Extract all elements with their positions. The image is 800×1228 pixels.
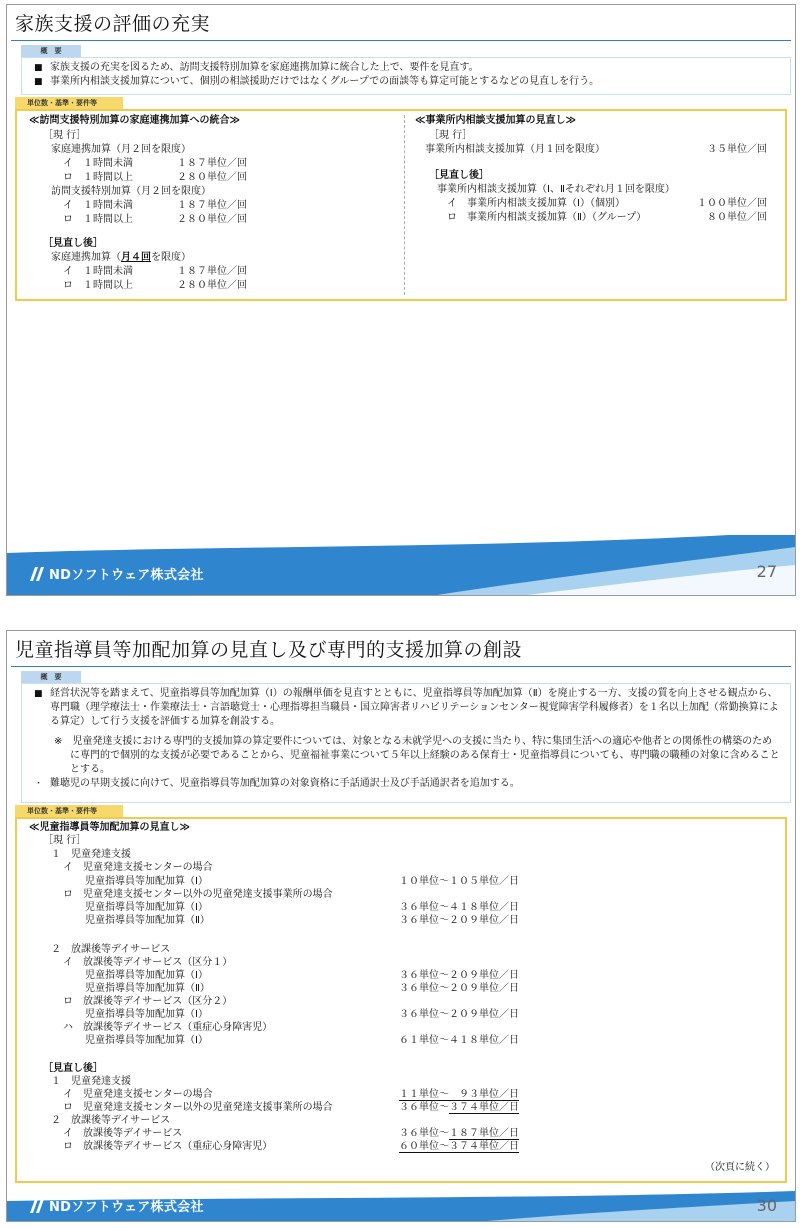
- slide-title: 家族支援の評価の充実: [15, 13, 211, 35]
- revised-label: ［見直し後］: [43, 1063, 103, 1074]
- title-underline: [11, 666, 791, 667]
- item-value: ３６単位～４１８単位／日: [399, 902, 519, 913]
- company-logo: [29, 564, 204, 583]
- item-line: イ 児童発達支援センターの場合: [63, 862, 213, 873]
- item-value: １０単位～１０５単位／日: [399, 876, 519, 887]
- revised-label: ［見直し後］: [429, 170, 489, 181]
- item-value: ２８０単位／回: [177, 214, 247, 225]
- item-line: 家庭連携加算（月４回を限度）: [51, 252, 191, 263]
- item-line: ハ 放課後等デイサービス（重症心身障害児）: [63, 1022, 273, 1033]
- page-number: 27: [756, 562, 777, 581]
- item-line: 児童指導員等加配加算（Ⅱ）: [85, 983, 210, 994]
- item-line: ロ 放課後等デイサービス（区分２）: [63, 996, 233, 1007]
- company-logo: [29, 1196, 204, 1215]
- right-heading: ≪事業所内相談支援加算の見直し≫: [415, 115, 576, 126]
- overview-item: ■ 経営状況等を踏まえて、児童指導員等加配加算（Ⅰ）の報酬単価を見直すとともに、児童指導員等加配加算（Ⅱ）を廃止する一方、支援の質を向上させる観点から、専門職（理学療法士・作業療法士・言語聴覚士・心理指導担当職員・国立障害者リハビリテーションセンター視覚障害学科履修者）を１名以上加配（常勤換算による算定）して行う支援を評価する加算を創設する。: [34, 688, 779, 727]
- item-line: ロ 児童発達支援センター以外の児童発達支援事業所の場合: [63, 889, 333, 900]
- item-value: ３６単位～２０９単位／日: [399, 983, 519, 994]
- item-line: 児童指導員等加配加算（Ⅰ）: [85, 902, 208, 913]
- logo-mark-icon: [29, 1198, 45, 1214]
- item-line: イ 放課後等デイサービス（区分１）: [63, 957, 233, 968]
- slide-30: [6, 630, 796, 1222]
- units-tag: 単位数・基準・要件等: [15, 97, 123, 109]
- overview-item: ■ 家族支援の充実を図るため、訪問支援特別加算を家庭連携加算に統合した上で、要件を見直す。: [34, 62, 479, 73]
- current-label: ［現 行］: [43, 130, 87, 141]
- item-line: ２ 放課後等デイサービス: [51, 1115, 171, 1126]
- column-divider: [404, 115, 405, 295]
- page-number: 30: [756, 1196, 777, 1215]
- item-line: ロ １時間以上: [63, 280, 133, 291]
- item-line: 児童指導員等加配加算（Ⅰ）: [85, 1035, 208, 1046]
- continued-note: （次頁に続く）: [705, 1162, 775, 1173]
- item-line: イ 放課後等デイサービス: [63, 1128, 183, 1139]
- item-line: １ 児童発達支援: [51, 1076, 131, 1087]
- item-value: ３６単位～３７４単位／日: [399, 1102, 519, 1113]
- item-line: 児童指導員等加配加算（Ⅰ）: [85, 876, 208, 887]
- item-line: ２ 放課後等デイサービス: [51, 944, 171, 955]
- section-heading: ≪児童指導員等加配加算の見直し≫: [29, 822, 190, 833]
- item-value: ３６単位～２０９単位／日: [399, 915, 519, 926]
- item-value: ２８０単位／回: [177, 172, 247, 183]
- item-value: ６０単位～３７４単位／日: [399, 1141, 519, 1152]
- item-line: 訪問支援特別加算（月２回を限度）: [51, 186, 211, 197]
- slide-27: [6, 4, 796, 596]
- current-label: ［現 行］: [43, 835, 87, 846]
- units-box: [15, 817, 787, 1183]
- logo-mark-icon: [29, 566, 45, 582]
- overview-note: ※ 児童発達支援における専門的支援加算の算定要件については、対象となる未就学児への支援に当たり、特に集団生活への適応や他者との関係性の構築のために専門的で個別的な支援が必要であることから、児童福祉事業について５年以上経験のある保育士・児童指導員についても、専門職の職種の対象に含めることとする。: [54, 736, 780, 775]
- slide-title: 児童指導員等加配加算の見直し及び専門的支援加算の創設: [15, 639, 523, 661]
- item-value: １００単位／回: [697, 198, 767, 209]
- item-value: １８７単位／回: [177, 158, 247, 169]
- item-line: 児童指導員等加配加算（Ⅰ）: [85, 1009, 208, 1020]
- revised-label: ［見直し後］: [43, 238, 103, 249]
- current-label: ［現 行］: [429, 130, 473, 141]
- item-line: 事業所内相談支援加算（Ⅰ、Ⅱそれぞれ月１回を限度）: [437, 184, 675, 195]
- item-line: イ １時間未満: [63, 200, 133, 211]
- item-value: ３５単位／回: [707, 144, 767, 155]
- title-underline: [11, 40, 791, 41]
- item-line: 事業所内相談支援加算（月１回を限度）: [425, 144, 605, 155]
- item-line: 家庭連携加算（月２回を限度）: [51, 144, 191, 155]
- overview-item: ・ 難聴児の早期支援に向けて、児童指導員等加配加算の対象資格に手話通訳士及び手話通訳者を追加する。: [34, 778, 520, 789]
- item-line: 児童指導員等加配加算（Ⅱ）: [85, 915, 210, 926]
- overview-box: [21, 683, 791, 803]
- item-line: ロ 放課後等デイサービス（重症心身障害児）: [63, 1141, 273, 1152]
- overview-tag: 概 要: [21, 45, 81, 57]
- item-value: ３６単位～１８７単位／日: [399, 1128, 519, 1139]
- units-box: [15, 109, 787, 301]
- item-line: ロ 児童発達支援センター以外の児童発達支援事業所の場合: [63, 1102, 333, 1113]
- item-value: ３６単位～２０９単位／日: [399, 970, 519, 981]
- item-value: １８７単位／回: [177, 266, 247, 277]
- item-line: イ １時間未満: [63, 266, 133, 277]
- item-line: 児童指導員等加配加算（Ⅰ）: [85, 970, 208, 981]
- overview-box: [21, 57, 791, 95]
- overview-tag: 概 要: [21, 671, 81, 683]
- logo-text: NDソフトウェア株式会社: [49, 1200, 204, 1215]
- left-heading: ≪訪問支援特別加算の家庭連携加算への統合≫: [29, 115, 240, 126]
- item-value: ３６単位～２０９単位／日: [399, 1009, 519, 1020]
- item-value: １８７単位／回: [177, 200, 247, 211]
- item-line: イ 事業所内相談支援加算（Ⅰ）（個別）: [447, 198, 625, 209]
- item-line: １ 児童発達支援: [51, 849, 131, 860]
- item-value: ２８０単位／回: [177, 280, 247, 291]
- item-line: ロ １時間以上: [63, 172, 133, 183]
- item-line: イ 児童発達支援センターの場合: [63, 1089, 213, 1100]
- item-value: ８０単位／回: [707, 212, 767, 223]
- item-line: イ １時間未満: [63, 158, 133, 169]
- item-line: ロ １時間以上: [63, 214, 133, 225]
- item-value: １１単位～ ９３単位／日: [399, 1089, 519, 1100]
- overview-item: ■ 事業所内相談支援加算について、個別の相談援助だけではなくグループでの面談等も算定可能とするなどの見直しを行う。: [34, 76, 600, 87]
- item-line: ロ 事業所内相談支援加算（Ⅱ）（グループ）: [447, 212, 647, 223]
- item-value: ６１単位～４１８単位／日: [399, 1035, 519, 1046]
- logo-text: NDソフトウェア株式会社: [49, 568, 204, 583]
- units-tag: 単位数・基準・要件等: [15, 805, 123, 817]
